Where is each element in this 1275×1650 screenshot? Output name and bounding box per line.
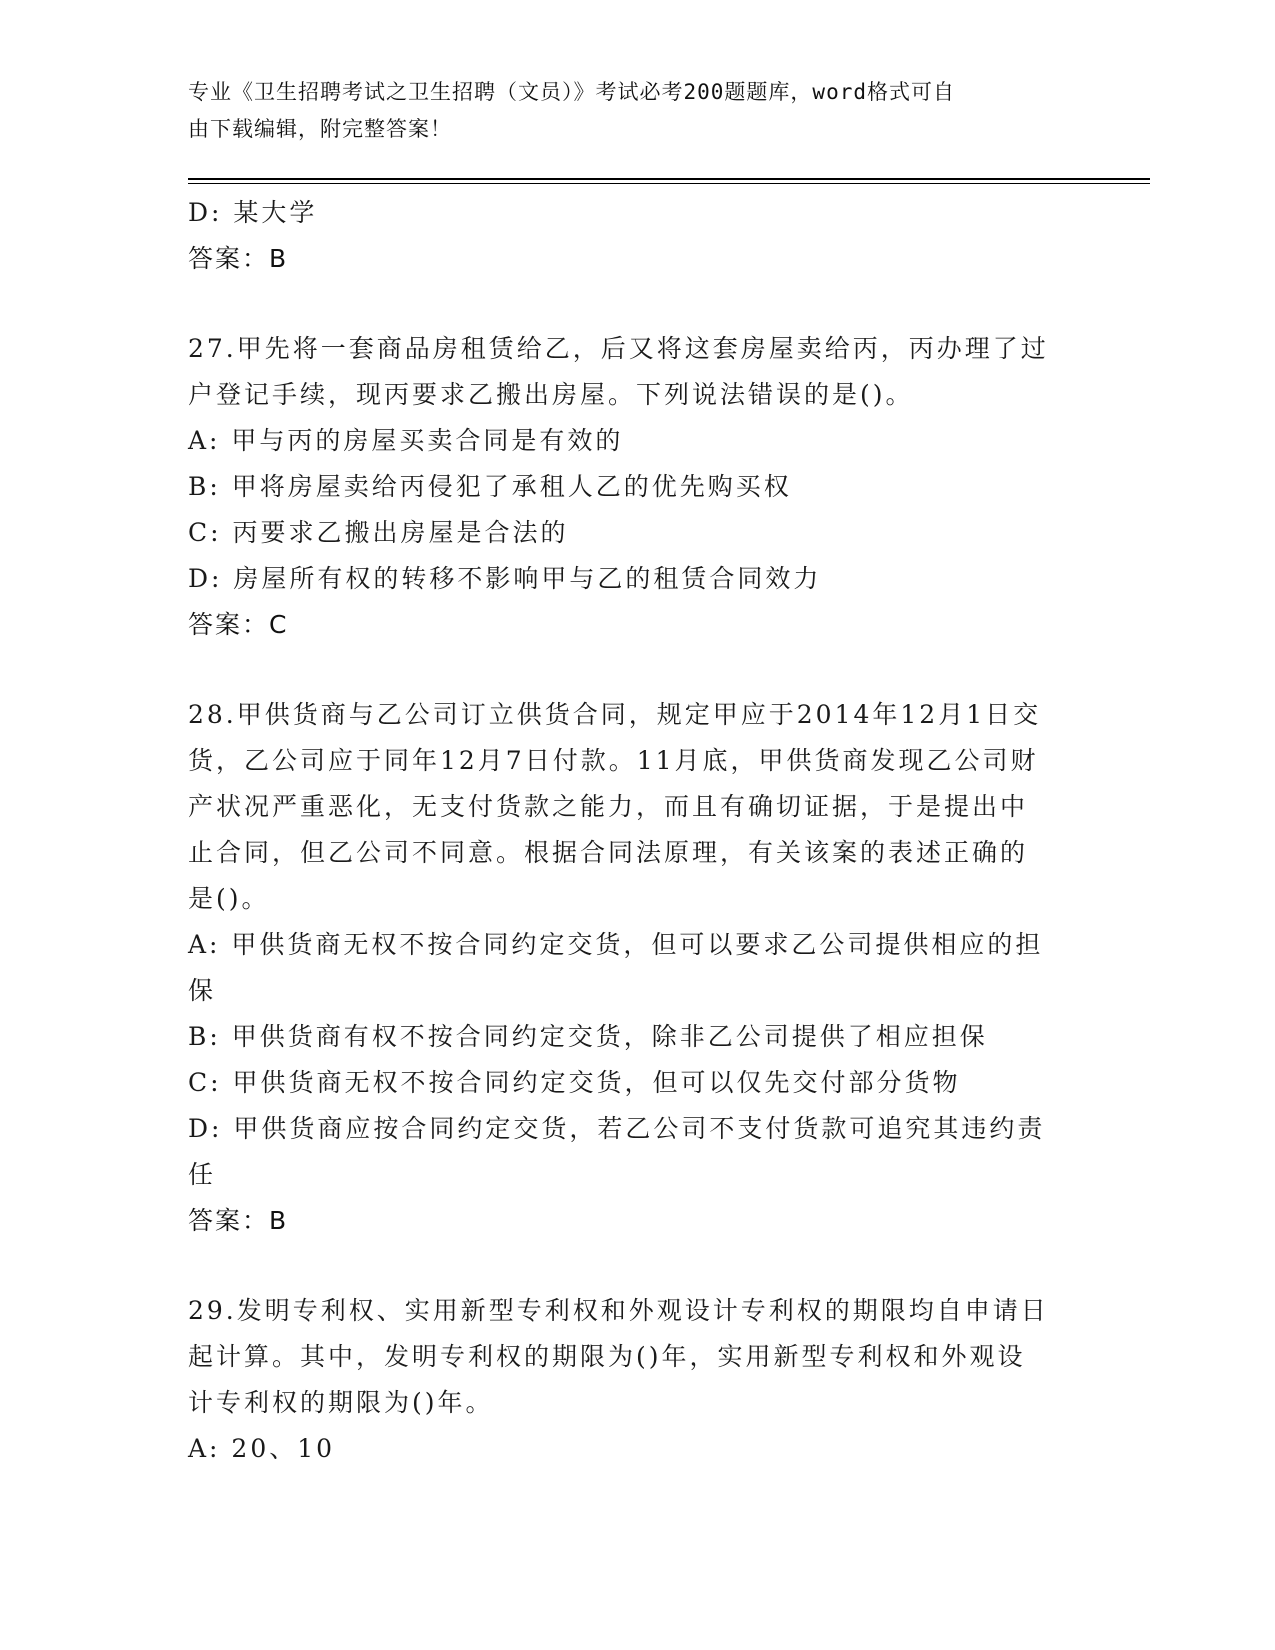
header-divider-thick (188, 178, 1150, 180)
option-d: D: 甲供货商应按合同约定交货，若乙公司不支付货款可追究其违约责 (188, 1114, 1046, 1143)
previous-question-fragment (188, 190, 1078, 282)
question-28 (188, 692, 1078, 1244)
answer-line: 答案：C (188, 610, 289, 639)
option-a: A: 甲供货商无权不按合同约定交货，但可以要求乙公司提供相应的担 (188, 930, 1044, 959)
option-a-continued: 保 (188, 976, 217, 1005)
option-d: D: 房屋所有权的转移不影响甲与乙的租赁合同效力 (188, 564, 822, 593)
document-body (188, 190, 1078, 1472)
question-stem-line: 计专利权的期限为()年。 (188, 1388, 494, 1417)
header-line-2: 由下载编辑，附完整答案！ (188, 117, 452, 141)
option-b: B: 甲供货商有权不按合同约定交货，除非乙公司提供了相应担保 (188, 1022, 988, 1051)
option-d: D: 某大学 (188, 198, 318, 227)
option-c: C: 丙要求乙搬出房屋是合法的 (188, 518, 569, 547)
header-divider-thin (188, 183, 1150, 184)
question-stem-line: 户登记手续，现丙要求乙搬出房屋。下列说法错误的是()。 (188, 380, 914, 409)
header-line-1: 专业《卫生招聘考试之卫生招聘（文员）》考试必考200题题库，word格式可自 (188, 80, 955, 104)
question-stem-line: 27.甲先将一套商品房租赁给乙，后又将这套房屋卖给丙，丙办理了过 (188, 334, 1049, 363)
question-stem-line: 是()。 (188, 884, 270, 913)
option-d-continued: 任 (188, 1160, 217, 1189)
spacer (188, 1244, 1078, 1288)
page-header (188, 74, 1068, 148)
question-27 (188, 326, 1078, 648)
question-stem-line: 28.甲供货商与乙公司订立供货合同，规定甲应于2014年12月1日交 (188, 700, 1042, 729)
option-a: A: 20、10 (188, 1434, 336, 1463)
spacer (188, 282, 1078, 326)
answer-line: 答案：B (188, 1206, 289, 1235)
question-stem-line: 货，乙公司应于同年12月7日付款。11月底，甲供货商发现乙公司财 (188, 746, 1039, 775)
option-b: B: 甲将房屋卖给丙侵犯了承租人乙的优先购买权 (188, 472, 792, 501)
option-c: C: 甲供货商无权不按合同约定交货，但可以仅先交付部分货物 (188, 1068, 961, 1097)
question-stem-line: 29.发明专利权、实用新型专利权和外观设计专利权的期限均自申请日 (188, 1296, 1049, 1325)
option-a: A: 甲与丙的房屋买卖合同是有效的 (188, 426, 624, 455)
question-stem-line: 起计算。其中，发明专利权的期限为()年，实用新型专利权和外观设 (188, 1342, 1026, 1371)
question-stem-line: 止合同，但乙公司不同意。根据合同法原理，有关该案的表述正确的 (188, 838, 1029, 867)
question-29 (188, 1288, 1078, 1472)
question-stem-line: 产状况严重恶化，无支付货款之能力，而且有确切证据，于是提出中 (188, 792, 1029, 821)
answer-line: 答案：B (188, 244, 289, 273)
spacer (188, 648, 1078, 692)
